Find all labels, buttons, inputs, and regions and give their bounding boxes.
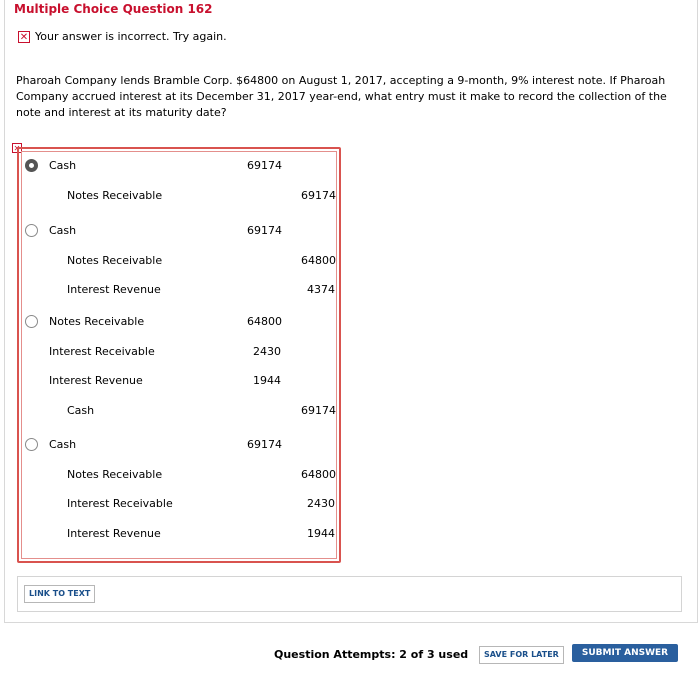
feedback-text: Your answer is incorrect. Try again. bbox=[35, 30, 227, 43]
option-3-line-2 bbox=[19, 343, 339, 363]
debit-amount: 69174 bbox=[247, 159, 282, 172]
option-2-radio[interactable] bbox=[25, 224, 38, 237]
option-3-line-3 bbox=[19, 372, 339, 392]
option-1-radio[interactable] bbox=[25, 159, 38, 172]
account-name: Notes Receivable bbox=[67, 467, 163, 481]
account-name: Notes Receivable bbox=[67, 188, 163, 202]
option-4-line-3 bbox=[19, 495, 339, 515]
account-name: Cash bbox=[49, 159, 77, 172]
account-name: Cash bbox=[49, 224, 77, 237]
option-2-line-3 bbox=[19, 281, 339, 301]
credit-amount: 1944 bbox=[307, 526, 335, 540]
credit-amount: 64800 bbox=[301, 467, 336, 481]
option-3-line-1[interactable] bbox=[19, 313, 339, 333]
credit-amount: 69174 bbox=[301, 188, 336, 202]
feedback-message bbox=[18, 30, 227, 43]
question-title: Multiple Choice Question 162 bbox=[14, 2, 213, 16]
credit-amount: 2430 bbox=[307, 497, 335, 510]
link-to-text-button[interactable]: LINK TO TEXT bbox=[24, 585, 95, 603]
option-4-radio[interactable] bbox=[25, 438, 38, 451]
credit-amount: 64800 bbox=[301, 253, 336, 267]
option-4-line-1[interactable] bbox=[19, 436, 339, 456]
answer-options bbox=[17, 147, 341, 563]
account-name: Interest Revenue bbox=[67, 526, 161, 540]
save-for-later-button[interactable]: SAVE FOR LATER bbox=[479, 646, 564, 664]
account-name: Cash bbox=[49, 438, 77, 451]
account-name: Notes Receivable bbox=[49, 315, 145, 328]
option-3-line-4 bbox=[19, 402, 339, 422]
link-bar bbox=[17, 576, 682, 612]
option-3-radio[interactable] bbox=[25, 315, 38, 328]
debit-amount: 69174 bbox=[247, 224, 282, 237]
question-text: Pharoah Company lends Bramble Corp. $64800 on August 1, 2017, accepting a 9-month, 9% interest note. If Pharoah Company accrued interest at its December 31, 2017 year-end, what entry must it make to record the collection of the note and interest at its maturity date? bbox=[16, 74, 667, 119]
debit-amount: 2430 bbox=[253, 344, 281, 358]
x-mark-icon: ✕ bbox=[19, 31, 29, 43]
account-name: Interest Revenue bbox=[67, 283, 161, 296]
credit-amount: 69174 bbox=[301, 403, 336, 417]
incorrect-marker-icon: ✕ bbox=[13, 144, 21, 153]
account-name: Interest Revenue bbox=[49, 374, 143, 387]
option-2-line-2 bbox=[19, 252, 339, 272]
account-name: Interest Receivable bbox=[67, 497, 173, 510]
option-1-line-2 bbox=[19, 187, 339, 207]
debit-amount: 69174 bbox=[247, 438, 282, 451]
option-2-line-1[interactable] bbox=[19, 222, 339, 242]
debit-amount: 64800 bbox=[247, 315, 282, 328]
submit-answer-button[interactable]: SUBMIT ANSWER bbox=[572, 644, 678, 662]
question-attempts: Question Attempts: 2 of 3 used bbox=[274, 648, 469, 661]
account-name: Interest Receivable bbox=[49, 344, 155, 358]
account-name: Cash bbox=[67, 403, 95, 417]
option-4-line-4 bbox=[19, 525, 339, 545]
option-1-line-1[interactable] bbox=[19, 157, 339, 177]
account-name: Notes Receivable bbox=[67, 253, 163, 267]
option-4-line-2 bbox=[19, 466, 339, 486]
credit-amount: 4374 bbox=[307, 283, 335, 296]
debit-amount: 1944 bbox=[253, 374, 281, 387]
